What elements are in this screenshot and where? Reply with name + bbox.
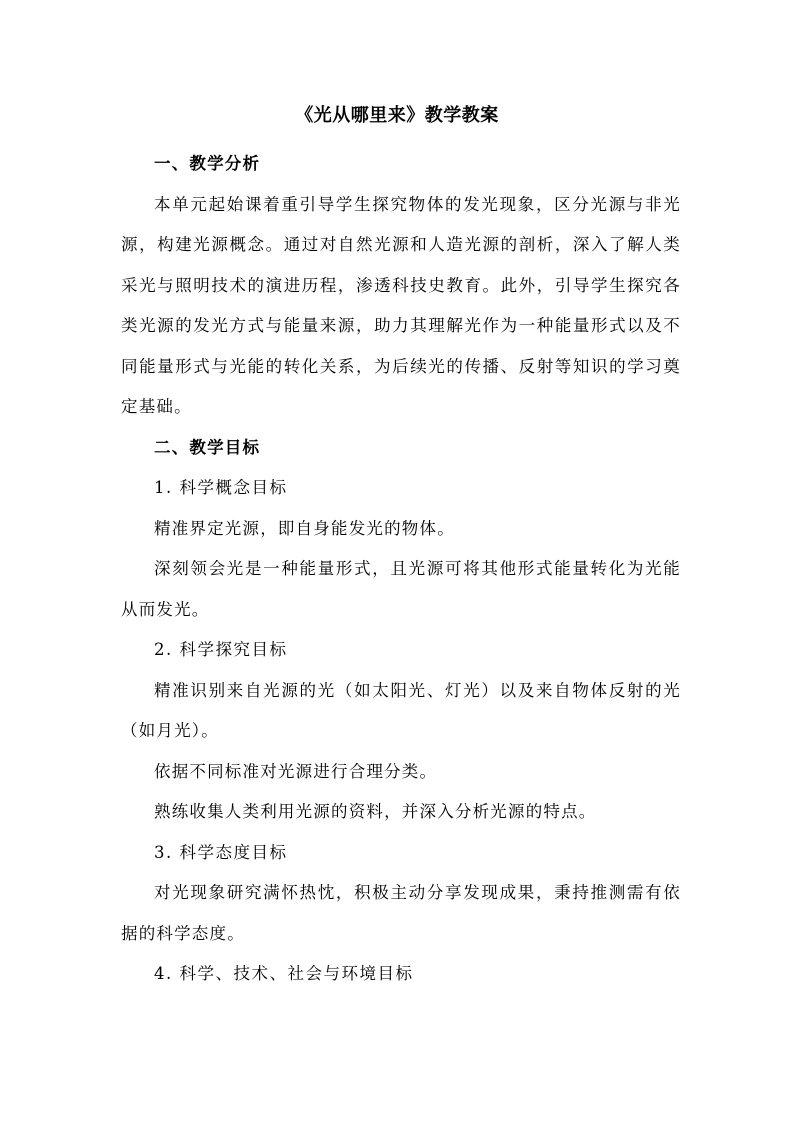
goal-attitude-item: 对光现象研究满怀热忱，积极主动分享发现成果，秉持推测需有依据的科学态度。 bbox=[121, 883, 681, 943]
analysis-paragraph: 本单元起始课着重引导学生探究物体的发光现象，区分光源与非光源，构建光源概念。通过对自然光源和人造光源的剖析，深入了解人类采光与照明技术的演进历程，渗透科技史教育。此外，引导学生探究各类光源的发光方式与能量来源，助力其理解光作为一种能量形式以及不同能量形式与光能的转化关系，为后续光的传播、反射等知识的学习奠定基础。 bbox=[121, 194, 681, 416]
goal-heading-stse: 4. 科学、技术、社会与环境目标 bbox=[154, 964, 414, 983]
goal-concept-item: 精准界定光源，即自身能发光的物体。 bbox=[154, 518, 455, 538]
section-heading-goals: 二、教学目标 bbox=[154, 437, 261, 457]
goal-heading-concept: 1. 科学概念目标 bbox=[154, 478, 288, 497]
section-heading-analysis: 一、教学分析 bbox=[154, 154, 261, 173]
goal-inquiry-item: 熟练收集人类利用光源的资料，并深入分析光源的特点。 bbox=[154, 802, 597, 821]
goal-heading-attitude: 3. 科学态度目标 bbox=[154, 842, 288, 862]
goal-concept-item: 深刻领会光是一种能量形式，且光源可将其他形式能量转化为光能从而发光。 bbox=[121, 559, 681, 619]
goal-inquiry-item: 依据不同标准对光源进行合理分类。 bbox=[154, 761, 438, 781]
document-body bbox=[121, 144, 681, 995]
document-title: 《光从哪里来》教学教案 bbox=[295, 105, 499, 126]
goal-inquiry-item: 精准识别来自光源的光（如太阳光、灯光）以及来自物体反射的光（如月光）。 bbox=[121, 680, 681, 740]
goal-heading-inquiry: 2. 科学探究目标 bbox=[154, 640, 288, 659]
